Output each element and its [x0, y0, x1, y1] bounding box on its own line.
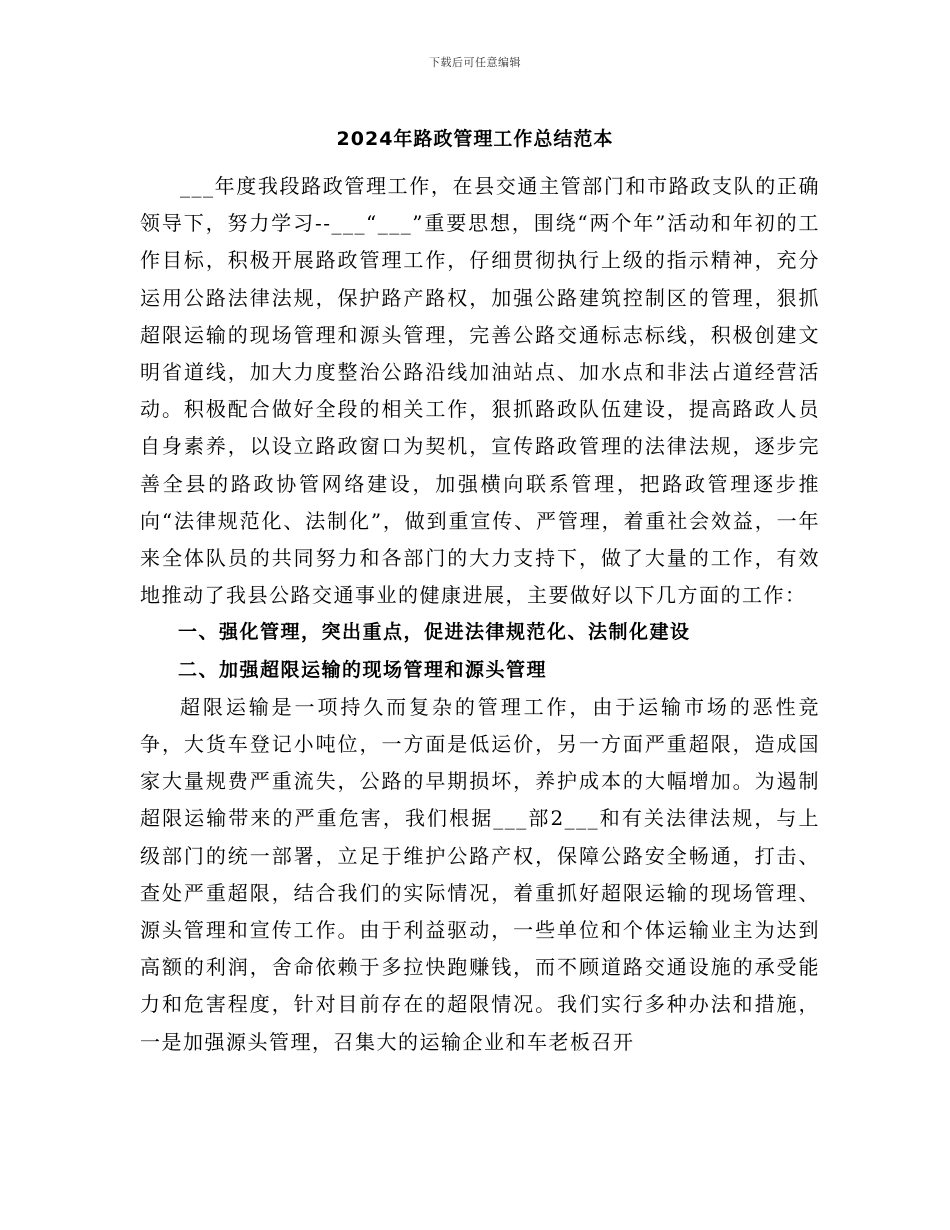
paragraph-intro: ___年度我段路政管理工作，在县交通主管部门和市路政支队的正确领导下，努力学习--___“___”重要思想，围绕“两个年”活动和年初的工作目标，积极开展路政管理工作，仔细贯彻执行上级的指示精神，充分运用公路法律法规，保护路产路权，加强公路建筑控制区的管理，狠抓超限运输的现场管理和源头管理，完善公路交通标志标线，积极创建文明省道线，加大力度整治公路沿线加油站点、加水点和非法占道经营活动。积极配合做好全段的相关工作，狠抓路政队伍建设，提高路政人员自身素养，以设立路政窗口为契机，宣传路政管理的法律法规，逐步完善全县的路政协管网络建设，加强横向联系管理，把路政管理逐步推向“法律规范化、法制化”，做到重宣传、严管理，着重社会效益，一年来全体队员的共同努力和各部门的大力支持下，做了大量的工作，有效地推动了我县公路交通事业的健康进展，主要做好以下几方面的工作： [140, 174, 820, 608]
document-body [140, 168, 820, 1061]
header-note: 下载后可任意编辑 [429, 56, 521, 69]
section-heading-1: 一、强化管理，突出重点，促进法律规范化、法制化建设 [178, 621, 691, 644]
paragraph-overload-transport: 超限运输是一项持久而复杂的管理工作，由于运输市场的恶性竞争，大货车登记小吨位，一方面是低运价，另一方面严重超限，造成国家大量规费严重流失，公路的早期损坏，养护成本的大幅增加。为遏制超限运输带来的严重危害，我们根据___部2___和有关法律法规，与上级部门的统一部署，立足于维护公路产权，保障公路安全畅通，打击、查处严重超限，结合我们的实际情况，着重抓好超限运输的现场管理、源头管理和宣传工作。由于利益驱动，一些单位和个体运输业主为达到高额的利润，舍命依赖于多拉快跑赚钱，而不顾道路交通设施的承受能力和危害程度，针对目前存在的超限情况。我们实行多种办法和措施，一是加强源头管理，召集大的运输企业和车老板召开 [140, 694, 820, 1054]
section-heading-2: 二、加强超限运输的现场管理和源头管理 [178, 658, 548, 681]
document-title: 2024年路政管理工作总结范本 [336, 128, 614, 150]
